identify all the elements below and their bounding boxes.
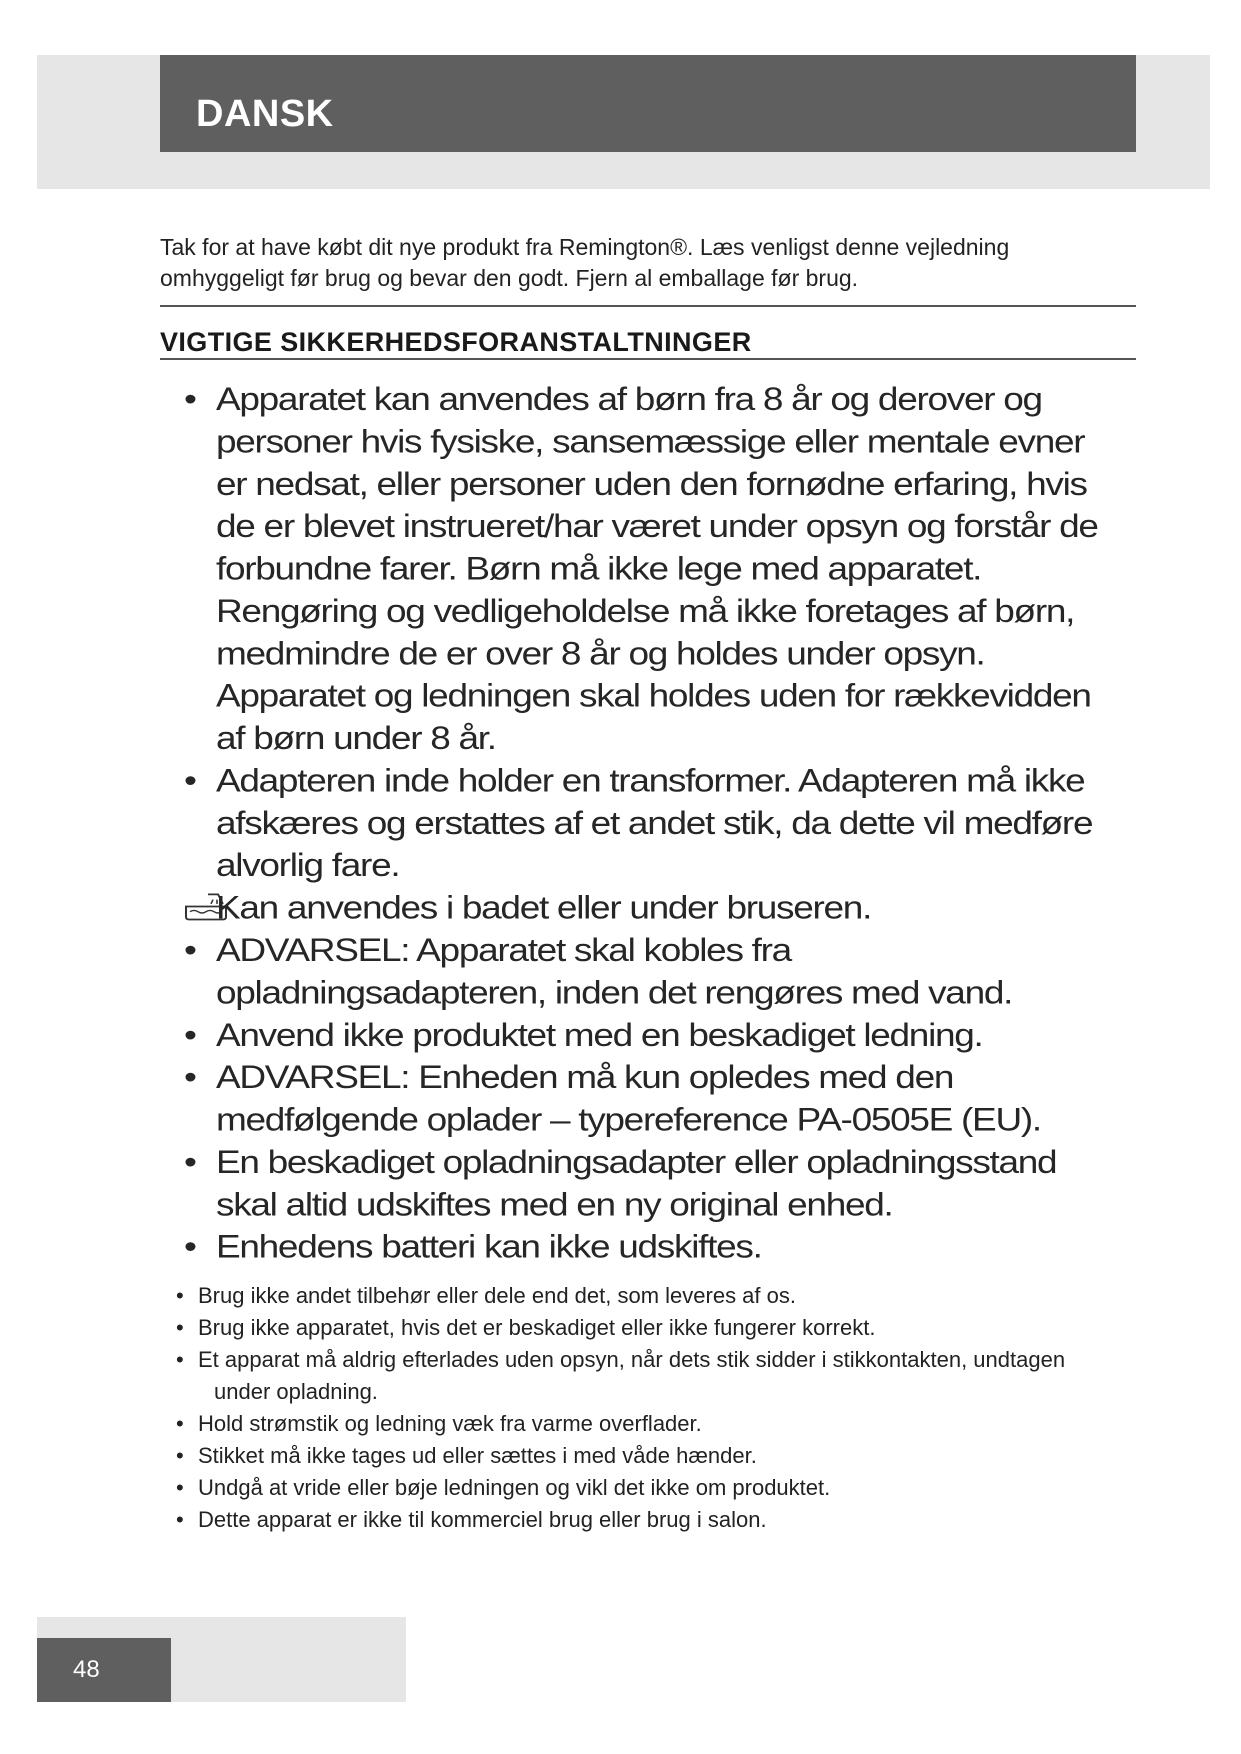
- bullet: •: [176, 1475, 184, 1500]
- section-rule-bottom: [160, 358, 1136, 360]
- list-item-bath: Kan anvendes i badet eller under bruseren.: [160, 887, 1120, 929]
- bullet: •: [184, 1229, 196, 1265]
- bullet: •: [176, 1411, 184, 1436]
- bullet: •: [184, 1017, 196, 1053]
- intro-text: [160, 232, 1110, 294]
- list-item: • En beskadiget opladningsadapter eller opladningsstand skal altid udskiftes med en ny original enhed.: [160, 1141, 1120, 1226]
- section-rule-top: [160, 305, 1136, 307]
- list-item: • Dette apparat er ikke til kommerciel brug eller brug i salon.: [160, 1504, 1120, 1536]
- safety-list-small: [160, 1280, 1120, 1536]
- list-item: • Et apparat må aldrig efterlades uden opsyn, når dets stik sidder i stikkontakten, undtagen under opladning.: [160, 1344, 1120, 1408]
- list-item: • Hold strømstik og ledning væk fra varme overflader.: [160, 1408, 1120, 1440]
- list-item: • Brug ikke andet tilbehør eller dele end det, som leveres af os.: [160, 1280, 1120, 1312]
- list-item: • Undgå at vride eller bøje ledningen og vikl det ikke om produktet.: [160, 1472, 1120, 1504]
- list-item: • Enhedens batteri kan ikke udskiftes.: [160, 1226, 1120, 1268]
- list-item: • ADVARSEL: Enheden må kun opledes med den medfølgende oplader – typereference PA-0505E (EU).: [160, 1056, 1120, 1141]
- intro-line-1: Tak for at have købt dit nye produkt fra Remington®. Læs venligst denne vejledning: [160, 234, 1010, 260]
- intro-line-2: omhyggeligt før brug og bevar den godt. Fjern al emballage før brug.: [160, 265, 859, 291]
- language-header: [160, 55, 1136, 152]
- list-item: • Adapteren inde holder en transformer. Adapteren må ikke afskæres og erstattes af et andet stik, da dette vil medføre alvorlig fare.: [160, 759, 1120, 886]
- list-item: • Anvend ikke produktet med en beskadiget ledning.: [160, 1014, 1120, 1056]
- list-item: • Apparatet kan anvendes af børn fra 8 år og derover og personer hvis fysiske, sansemæssige eller mentale evner er nedsat, eller personer uden den fornødne erfaring, hvis de er blevet instrueret/har været under opsyn og forstår de forbundne farer. Børn må ikke lege med apparatet. Rengøring og vedligeholdelse må ikke foretages af børn, medmindre de er over 8 år og holdes under opsyn. Apparatet og ledningen skal holdes uden for rækkevidden af børn under 8 år.: [160, 378, 1120, 759]
- bullet: •: [176, 1347, 184, 1372]
- bullet: •: [176, 1283, 184, 1308]
- bullet: •: [176, 1315, 184, 1340]
- safety-list-large: [160, 378, 1120, 1268]
- bullet: •: [184, 762, 196, 799]
- bath-shower-icon: [184, 887, 216, 929]
- list-item: • Brug ikke apparatet, hvis det er beskadiget eller ikke fungerer korrekt.: [160, 1312, 1120, 1344]
- bullet: •: [184, 381, 196, 417]
- bullet: •: [184, 932, 196, 968]
- bullet: •: [176, 1443, 184, 1468]
- section-title: VIGTIGE SIKKERHEDSFORANSTALTNINGER: [160, 327, 752, 357]
- list-item: • Stikket må ikke tages ud eller sættes i med våde hænder.: [160, 1440, 1120, 1472]
- bullet: •: [184, 1144, 196, 1180]
- list-item: • ADVARSEL: Apparatet skal kobles fra opladningsadapteren, inden det rengøres med vand.: [160, 929, 1120, 1014]
- language-title: DANSK: [196, 93, 334, 135]
- page-number-box: [37, 1638, 171, 1702]
- page-number: 48: [73, 1656, 100, 1683]
- bullet: •: [184, 1059, 196, 1096]
- bullet: •: [176, 1507, 184, 1532]
